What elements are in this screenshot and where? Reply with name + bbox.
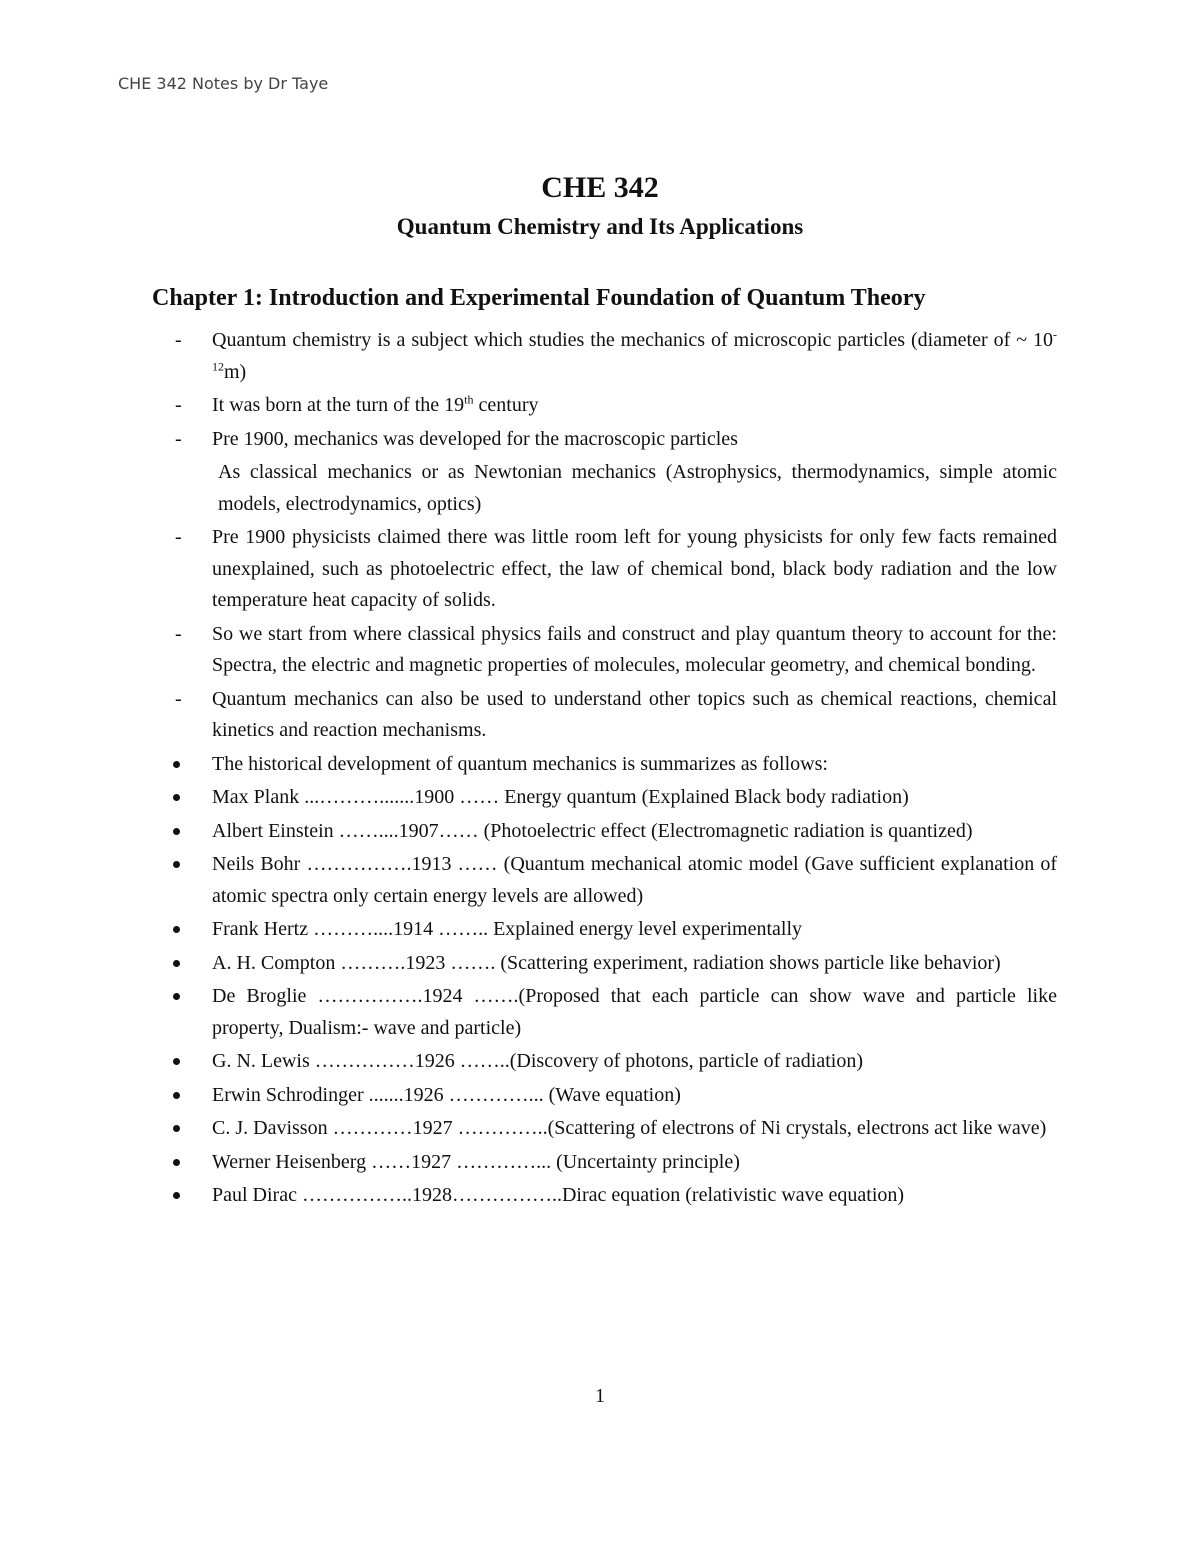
bullet-icon — [173, 1125, 180, 1132]
bullet-item — [175, 981, 1057, 1044]
dash-marker: - — [175, 329, 182, 351]
bullet-icon — [173, 926, 180, 933]
running-header: CHE 342 Notes by Dr Taye — [118, 74, 329, 93]
list-item — [175, 684, 1057, 747]
bullet-icon — [173, 993, 180, 1000]
list-item — [175, 325, 1057, 388]
chapter-heading: Chapter 1: Introduction and Experimental Foundation of Quantum Theory — [152, 285, 926, 311]
item-text: Pre 1900, mechanics was developed for the macroscopic particles — [212, 427, 738, 450]
item-superscript: th — [464, 392, 474, 407]
bullet-text: De Broglie …………….1924 …….(Proposed that each particle can show wave and particle like property, Dualism:- wave and particle) — [212, 985, 1057, 1039]
bullet-item — [175, 1080, 1057, 1112]
list-item — [175, 424, 1057, 456]
item-superscript: -12 — [212, 327, 1057, 373]
bullet-text: A. H. Compton ……….1923 ……. (Scattering experiment, radiation shows particle like behavior) — [212, 951, 1001, 974]
bullet-icon — [173, 1058, 180, 1065]
bullet-item — [175, 914, 1057, 946]
list-item — [175, 522, 1057, 617]
bullet-item — [175, 1180, 1057, 1212]
sub-item: As classical mechanics or as Newtonian mechanics (Astrophysics, thermodynamics, simple atomic models, electrodynamics, optics) — [218, 461, 1057, 515]
bullet-item — [175, 948, 1057, 980]
document-subtitle: Quantum Chemistry and Its Applications — [396, 214, 804, 239]
bullet-icon — [173, 761, 180, 768]
dash-marker: - — [175, 526, 182, 548]
item-text: It was born at the turn of the 19 — [212, 394, 465, 416]
item-text: Pre 1900 physicists claimed there was little room left for young physicists for only few facts remained unexplained, such as photoelectric effect, the law of chemical bond, black body radiation and the low temperature heat capacity of solids. — [212, 526, 1057, 611]
dash-marker: - — [175, 622, 182, 645]
bullet-icon — [173, 1192, 180, 1199]
document-title: CHE 342 — [541, 171, 659, 204]
dash-marker: - — [175, 687, 182, 710]
page-number: 1 — [595, 1385, 605, 1407]
bullet-text: G. N. Lewis ……………1926 ……..(Discovery of photons, particle of radiation) — [212, 1050, 863, 1072]
list-item — [175, 619, 1057, 682]
bullet-icon — [173, 828, 180, 835]
bullet-text: Erwin Schrodinger .......1926 …………... (Wave equation) — [212, 1083, 681, 1106]
bullet-text: Paul Dirac ……………..1928……………..Dirac equation (relativistic wave equation) — [212, 1184, 905, 1206]
bullet-icon — [173, 1092, 180, 1099]
item-text-end: m) — [224, 360, 247, 383]
bullet-icon — [173, 794, 180, 801]
bullet-text: Frank Hertz ………....1914 …….. Explained energy level experimentally — [212, 918, 803, 940]
bullet-item — [175, 1147, 1057, 1179]
bullet-text: Max Plank ...……….......1900 …… Energy quantum (Explained Black body radiation) — [212, 786, 909, 808]
bullet-text: C. J. Davisson …………1927 …………..(Scattering of electrons of Ni crystals, electrons act like wave) — [212, 1117, 1047, 1139]
bullet-item — [175, 749, 1057, 781]
bullet-item — [175, 816, 1057, 848]
bullet-text: Neils Bohr …………….1913 …… (Quantum mechanical atomic model (Gave sufficient explanation of atomic spectra only certain energy levels are allowed) — [212, 853, 1057, 907]
item-text-end: century — [473, 394, 539, 416]
bullet-icon — [173, 960, 180, 967]
bullet-item — [175, 1046, 1057, 1078]
bullet-text: The historical development of quantum mechanics is summarizes as follows: — [212, 752, 828, 775]
item-text: So we start from where classical physics fails and construct and play quantum theory to account for the: Spectra, the electric and magnetic properties of molecules, molecular geometry, and chemical bonding. — [212, 622, 1057, 676]
bullet-icon — [173, 861, 180, 868]
bullet-text: Werner Heisenberg ……1927 …………... (Uncertainty principle) — [212, 1150, 740, 1173]
item-text: Quantum chemistry is a subject which studies the mechanics of microscopic particles (diameter of ~ 10 — [212, 329, 1053, 351]
bullet-item — [175, 849, 1057, 912]
bullet-item — [175, 1113, 1057, 1145]
dash-marker: - — [175, 394, 182, 416]
list-item — [175, 390, 1057, 422]
item-text: Quantum mechanics can also be used to understand other topics such as chemical reactions, chemical kinetics and reaction mechanisms. — [212, 687, 1057, 741]
dash-marker: - — [175, 427, 182, 450]
bullet-icon — [173, 1159, 180, 1166]
bullet-text: Albert Einstein ……....1907…… (Photoelectric effect (Electromagnetic radiation is quantized) — [212, 819, 973, 842]
notes-list — [175, 325, 1057, 1214]
bullet-item — [175, 782, 1057, 814]
